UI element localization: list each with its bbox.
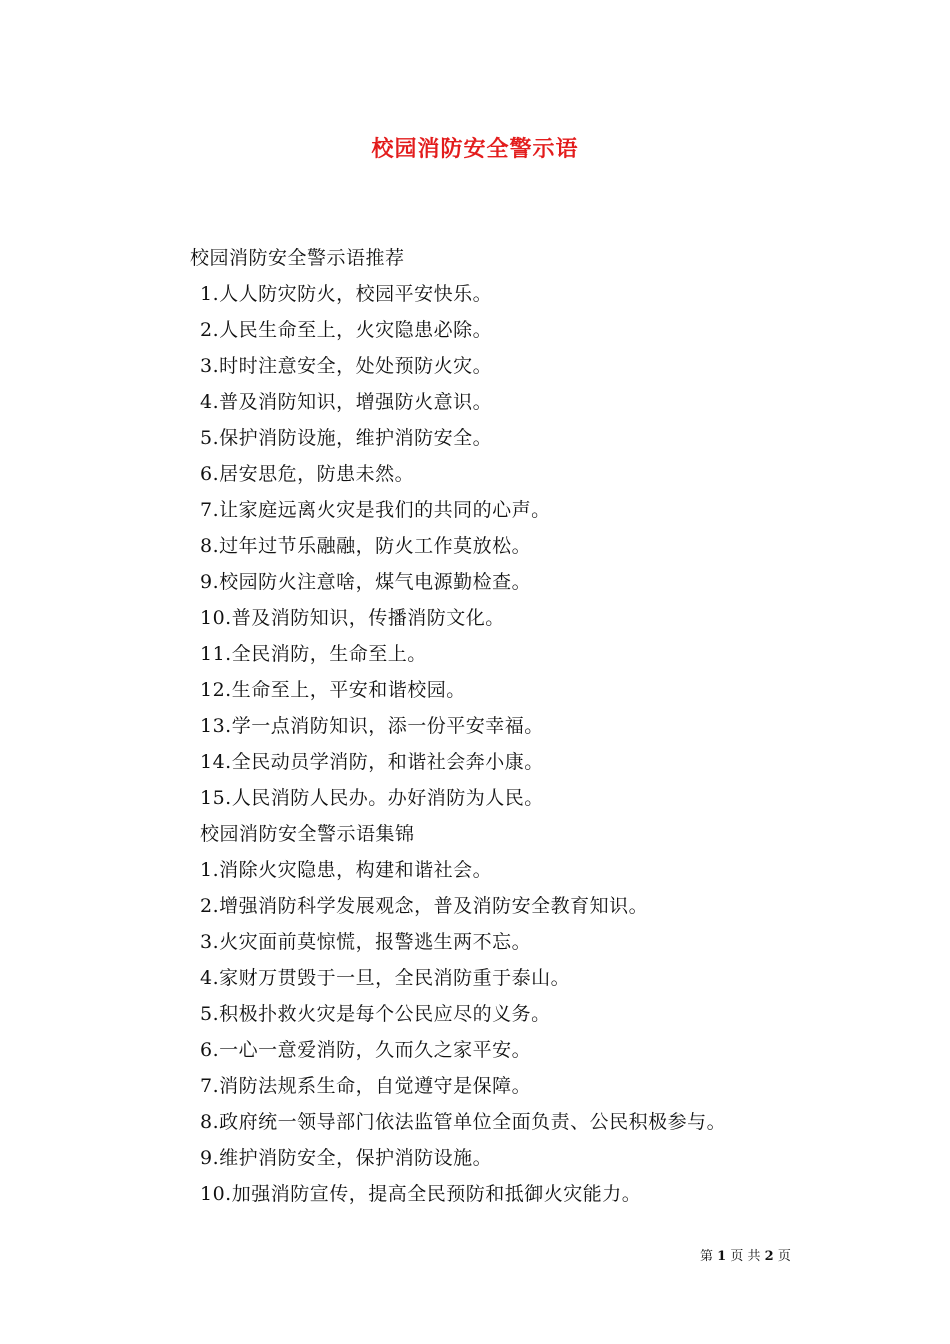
list-item: 5.保护消防设施，维护消防安全。 bbox=[200, 427, 493, 449]
list-item: 13.学一点消防知识，添一份平安幸福。 bbox=[200, 715, 544, 737]
list-item: 9.维护消防安全，保护消防设施。 bbox=[200, 1147, 493, 1169]
section-heading-recommended: 校园消防安全警示语推荐 bbox=[190, 247, 405, 269]
page-footer bbox=[700, 1247, 820, 1267]
list-item: 1.人人防灾防火，校园平安快乐。 bbox=[200, 283, 493, 305]
list-item: 8.政府统一领导部门依法监管单位全面负责、公民积极参与。 bbox=[200, 1111, 727, 1133]
list-item: 15.人民消防人民办。办好消防为人民。 bbox=[200, 787, 544, 809]
current-page-number: 1 bbox=[717, 1249, 727, 1264]
list-item: 5.积极扑救火灾是每个公民应尽的义务。 bbox=[200, 1003, 551, 1025]
page-title: 校园消防安全警示语 bbox=[371, 136, 579, 162]
list-item: 8.过年过节乐融融，防火工作莫放松。 bbox=[200, 535, 532, 557]
list-item: 2.增强消防科学发展观念，普及消防安全教育知识。 bbox=[200, 895, 649, 917]
list-item: 10.普及消防知识，传播消防文化。 bbox=[200, 607, 505, 629]
list-item: 3.时时注意安全，处处预防火灾。 bbox=[200, 355, 493, 377]
footer-middle: 页 共 bbox=[730, 1249, 761, 1264]
list-item: 1.消除火灾隐患，构建和谐社会。 bbox=[200, 859, 493, 881]
list-item: 9.校园防火注意啥，煤气电源勤检查。 bbox=[200, 571, 532, 593]
list-item: 2.人民生命至上，火灾隐患必除。 bbox=[200, 319, 493, 341]
list-item: 6.一心一意爱消防，久而久之家平安。 bbox=[200, 1039, 532, 1061]
list-item: 4.家财万贯毁于一旦，全民消防重于泰山。 bbox=[200, 967, 571, 989]
document-body bbox=[190, 240, 890, 1212]
list-item: 6.居安思危，防患未然。 bbox=[200, 463, 415, 485]
list-item: 7.让家庭远离火灾是我们的共同的心声。 bbox=[200, 499, 551, 521]
footer-prefix: 第 bbox=[700, 1249, 714, 1264]
footer-suffix: 页 bbox=[777, 1249, 791, 1264]
list-item: 4.普及消防知识，增强防火意识。 bbox=[200, 391, 493, 413]
total-pages-number: 2 bbox=[764, 1249, 774, 1264]
list-item: 12.生命至上，平安和谐校园。 bbox=[200, 679, 466, 701]
list-item: 7.消防法规系生命，自觉遵守是保障。 bbox=[200, 1075, 532, 1097]
list-item: 3.火灾面前莫惊慌，报警逃生两不忘。 bbox=[200, 931, 532, 953]
list-item: 11.全民消防，生命至上。 bbox=[200, 643, 427, 665]
section-heading-collection: 校园消防安全警示语集锦 bbox=[200, 823, 415, 845]
list-item: 10.加强消防宣传，提高全民预防和抵御火灾能力。 bbox=[200, 1183, 642, 1205]
list-item: 14.全民动员学消防，和谐社会奔小康。 bbox=[200, 751, 544, 773]
